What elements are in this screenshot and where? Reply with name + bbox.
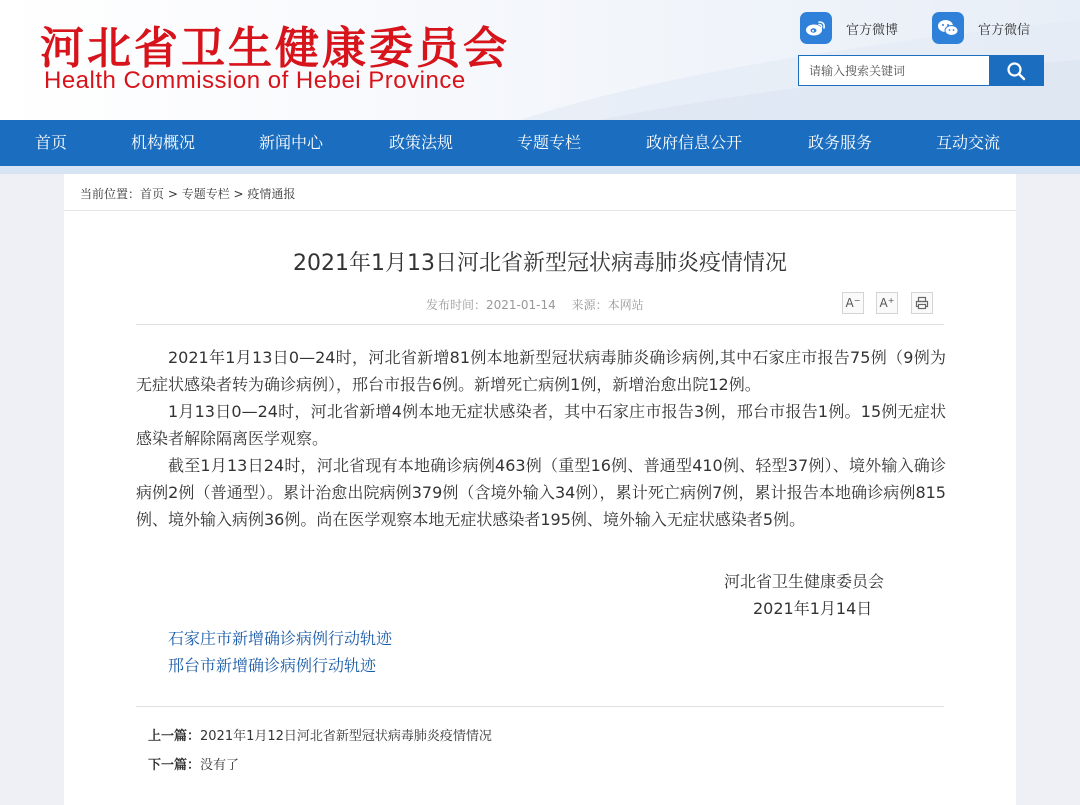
breadcrumb-prefix: 当前位置： <box>80 187 141 201</box>
next-label: 下一篇： <box>148 758 201 773</box>
main-nav <box>0 120 1080 166</box>
publish-label: 发布时间： <box>426 298 487 312</box>
wechat-icon <box>932 12 964 44</box>
breadcrumb-separator: > <box>164 187 182 201</box>
wechat-link[interactable] <box>932 12 1030 44</box>
next-article <box>148 754 239 773</box>
weibo-link[interactable] <box>800 12 898 44</box>
font-smaller-button[interactable] <box>842 292 864 314</box>
article-paragraph: 1月13日0—24时，河北省新增4例本地无症状感染者，其中石家庄市报告3例，邢台市报告1例。15例无症状感染者解除隔离医学观察。 <box>136 402 946 448</box>
printer-icon <box>915 296 929 310</box>
signature-org: 河北省卫生健康委员会 <box>724 572 885 591</box>
breadcrumb-topics[interactable]: 专题专栏 <box>181 187 230 201</box>
breadcrumb-separator: > <box>229 187 248 201</box>
font-larger-label: A <box>879 296 888 310</box>
article-paragraph: 2021年1月13日0—24时，河北省新增81例本地新型冠状病毒肺炎确诊病例,其中石家庄市报告75例（9例为无症状感染者转为确诊病例），邢台市报告6例。新增死亡病例1例，新增治愈出院12例。 <box>136 348 946 394</box>
article-body <box>136 344 946 533</box>
font-smaller-label: A <box>845 296 854 310</box>
search-button[interactable] <box>989 56 1043 85</box>
article-title: 2021年1月13日河北省新型冠状病毒肺炎疫情情况 <box>293 251 787 276</box>
minus-icon: − <box>853 295 861 305</box>
nav-item-gov-info[interactable]: 政府信息公开 <box>646 133 743 152</box>
nav-item-policy[interactable]: 政策法规 <box>389 133 454 152</box>
publish-info <box>426 298 556 312</box>
content-panel <box>64 174 1016 805</box>
source-label: 来源： <box>571 298 608 312</box>
nav-item-about[interactable]: 机构概况 <box>131 133 196 152</box>
signature-date: 2021年1月14日 <box>753 599 873 618</box>
breadcrumb <box>80 185 295 202</box>
publish-date: 2021-01-14 <box>486 298 556 312</box>
font-larger-button[interactable] <box>876 292 898 314</box>
article-paragraph: 截至1月13日24时，河北省现有本地确诊病例463例（重型16例、普通型410例、轻型37例）、境外输入确诊病例2例（普通型）。累计治愈出院病例379例（含境外输入34例），累计死亡病例7例，累计报告本地确诊病例815例、境外输入病例36例。尚在医学观察本地无症状感染者195例、境外输入无症状感染者5例。 <box>136 456 946 529</box>
title-divider <box>136 324 944 325</box>
breadcrumb-divider <box>64 210 1016 211</box>
site-logo-english[interactable]: Health Commission of Hebei Province <box>44 67 466 94</box>
related-link-shijiazhuang[interactable]: 石家庄市新增确诊病例行动轨迹 <box>168 629 393 648</box>
nav-stripe <box>0 166 1080 174</box>
plus-icon: + <box>887 295 895 305</box>
related-link-xingtai[interactable]: 邢台市新增确诊病例行动轨迹 <box>168 656 377 675</box>
print-button[interactable] <box>911 292 933 314</box>
breadcrumb-epidemic[interactable]: 疫情通报 <box>247 187 296 201</box>
nav-item-news[interactable]: 新闻中心 <box>259 133 324 152</box>
prev-label: 上一篇： <box>148 729 201 744</box>
pagination-divider <box>136 706 944 707</box>
prev-article <box>148 725 492 744</box>
site-header <box>0 0 1080 120</box>
site-logo-chinese[interactable]: 河北省卫生健康委员会 <box>40 23 510 74</box>
breadcrumb-home[interactable]: 首页 <box>140 187 165 201</box>
source-info <box>572 298 644 312</box>
nav-item-home[interactable]: 首页 <box>35 133 68 152</box>
search-icon <box>1006 61 1026 81</box>
source-value: 本网站 <box>607 298 644 312</box>
search-box <box>798 55 1044 86</box>
nav-item-services[interactable]: 政务服务 <box>808 133 873 152</box>
article-meta <box>426 296 656 313</box>
prev-article-link[interactable]: 2021年1月12日河北省新型冠状病毒肺炎疫情情况 <box>200 729 492 744</box>
search-input[interactable] <box>799 56 989 85</box>
wechat-label[interactable]: 官方微信 <box>978 22 1031 38</box>
next-article-text: 没有了 <box>200 758 240 773</box>
weibo-label[interactable]: 官方微博 <box>846 22 899 38</box>
related-links <box>168 625 392 679</box>
nav-item-interaction[interactable]: 互动交流 <box>936 133 1001 152</box>
weibo-icon <box>800 12 832 44</box>
nav-item-topics[interactable]: 专题专栏 <box>517 133 582 152</box>
